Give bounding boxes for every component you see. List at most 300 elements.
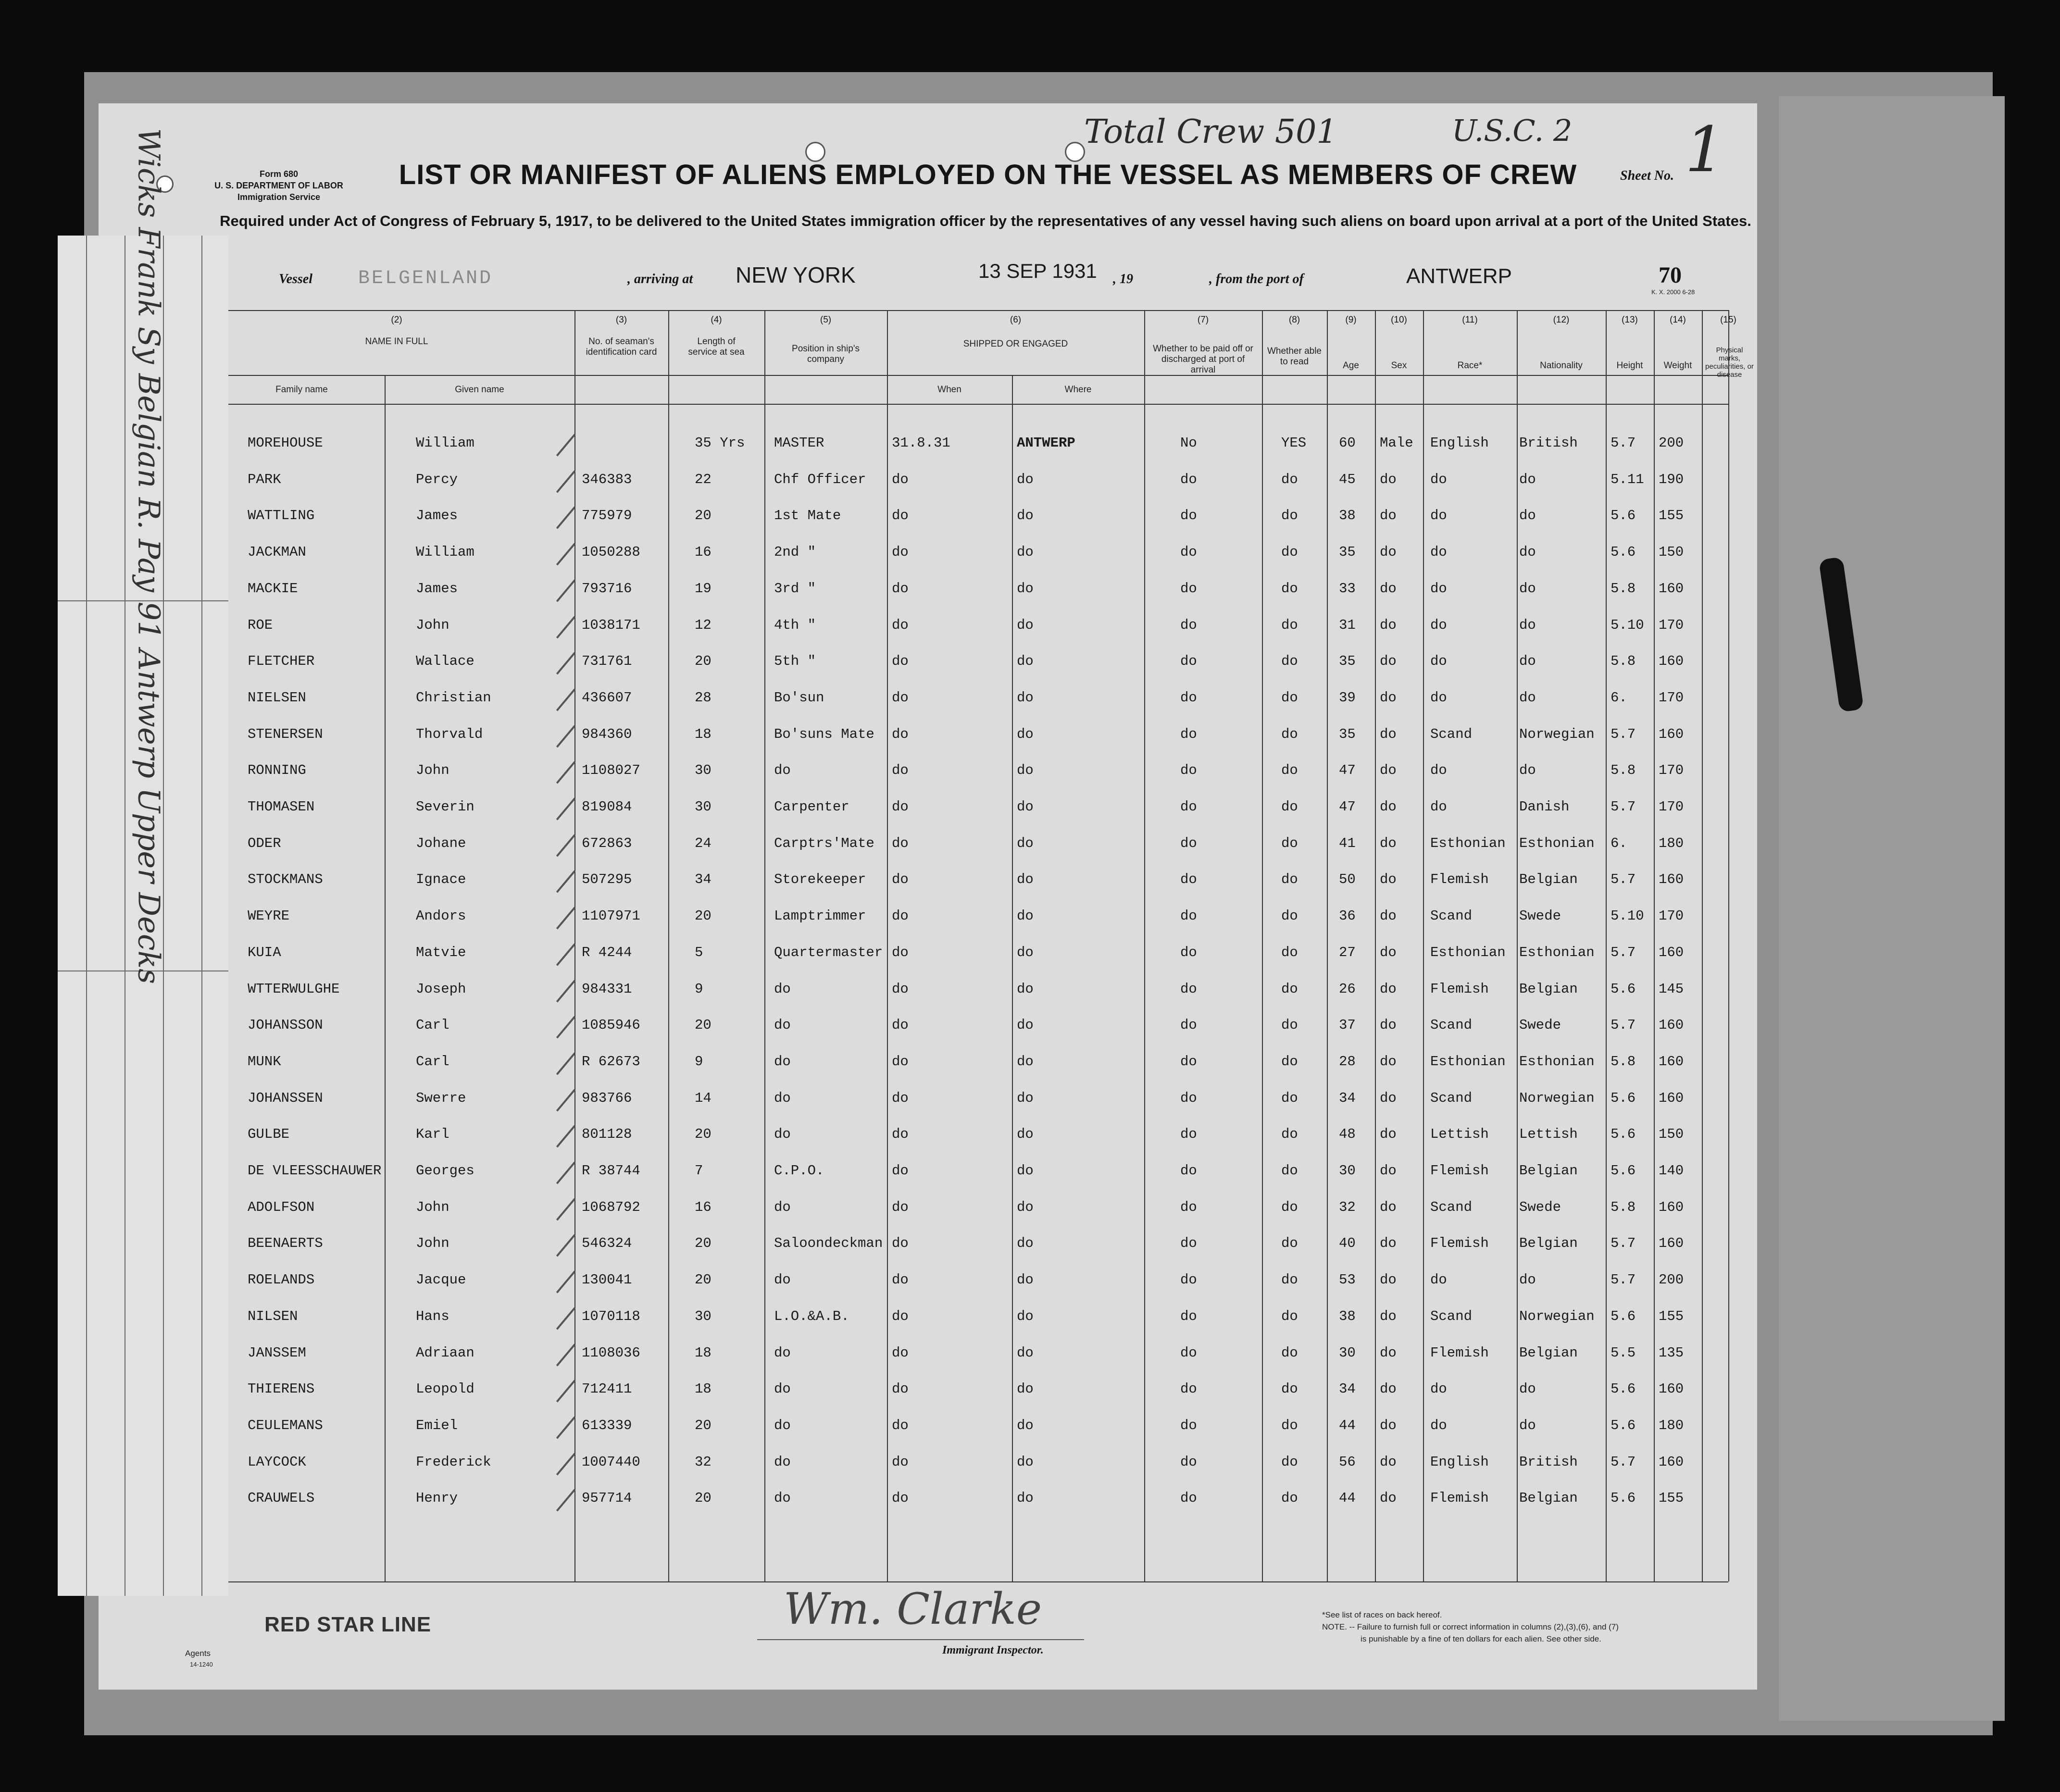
- crew-nationality: Norwegian: [1519, 1308, 1595, 1324]
- crew-service: 18: [695, 1381, 712, 1397]
- crew-given-name: Joseph: [416, 981, 466, 997]
- crew-weight: 160: [1659, 944, 1684, 960]
- crew-able-read: do: [1281, 726, 1298, 742]
- crew-card-number: 1050288: [582, 544, 640, 560]
- crew-height: 5.7: [1611, 1272, 1636, 1288]
- crew-sex: do: [1380, 1053, 1397, 1070]
- crew-card-number: 1007440: [582, 1454, 640, 1470]
- crew-family-name: ROELANDS: [248, 1272, 315, 1288]
- crew-family-name: ADOLFSON: [248, 1199, 315, 1215]
- crew-race: do: [1430, 544, 1447, 560]
- crew-weight: 155: [1659, 508, 1684, 524]
- crew-where: do: [1017, 1272, 1034, 1288]
- crew-height: 5.7: [1611, 435, 1636, 451]
- table-row: [99, 871, 1757, 900]
- footnote-note: NOTE. -- Failure to furnish full or correct information in columns (2),(3),(6), and (7): [1322, 1622, 1619, 1631]
- crew-where: do: [1017, 1017, 1034, 1033]
- crew-nationality: Swede: [1519, 1017, 1561, 1033]
- crew-card-number: 672863: [582, 835, 632, 851]
- crew-family-name: THIERENS: [248, 1381, 315, 1397]
- crew-where: do: [1017, 835, 1034, 851]
- crew-sex: do: [1380, 1344, 1397, 1361]
- crew-position: Lamptrimmer: [774, 908, 866, 924]
- crew-weight: 170: [1659, 799, 1684, 815]
- crew-family-name: THOMASEN: [248, 799, 315, 815]
- crew-nationality: do: [1519, 508, 1536, 524]
- col-num: (12): [1553, 315, 1570, 325]
- crew-when: do: [892, 544, 909, 560]
- crew-able-read: do: [1281, 1126, 1298, 1143]
- rule: [887, 375, 1144, 376]
- crew-card-number: 983766: [582, 1090, 632, 1106]
- crew-when: do: [892, 617, 909, 633]
- crew-paid-off: do: [1180, 1126, 1197, 1143]
- crew-sex: do: [1380, 580, 1397, 597]
- crew-age: 34: [1339, 1090, 1356, 1106]
- crew-age: 28: [1339, 1053, 1356, 1070]
- crew-sex: do: [1380, 799, 1397, 815]
- crew-sex: do: [1380, 726, 1397, 742]
- crew-position: do: [774, 1381, 791, 1397]
- crew-sex: do: [1380, 1090, 1397, 1106]
- crew-given-name: Jacque: [416, 1272, 466, 1288]
- crew-paid-off: do: [1180, 1235, 1197, 1252]
- crew-paid-off: do: [1180, 835, 1197, 851]
- crew-paid-off: do: [1180, 1490, 1197, 1506]
- crew-where: do: [1017, 1490, 1034, 1506]
- crew-weight: 160: [1659, 1090, 1684, 1106]
- crew-given-name: Matvie: [416, 944, 466, 960]
- crew-paid-off: do: [1180, 1454, 1197, 1470]
- crew-when: do: [892, 653, 909, 670]
- vessel-name: BELGENLAND: [358, 268, 493, 289]
- check-mark: [556, 943, 575, 966]
- crew-position: do: [774, 1344, 791, 1361]
- crew-position: Quartermaster: [774, 944, 883, 960]
- crew-position: 3rd ": [774, 580, 816, 597]
- crew-position: do: [774, 1017, 791, 1033]
- crew-able-read: do: [1281, 471, 1298, 487]
- crew-given-name: Christian: [416, 689, 491, 706]
- crew-given-name: James: [416, 580, 458, 597]
- crew-given-name: Severin: [416, 799, 474, 815]
- crew-where: do: [1017, 1126, 1034, 1143]
- crew-age: 48: [1339, 1126, 1356, 1143]
- crew-sex: do: [1380, 1381, 1397, 1397]
- crew-age: 53: [1339, 1272, 1356, 1288]
- crew-height: 5.6: [1611, 1381, 1636, 1397]
- table-row: [99, 1199, 1757, 1228]
- crew-sex: do: [1380, 1417, 1397, 1433]
- crew-weight: 135: [1659, 1344, 1684, 1361]
- crew-nationality: Swede: [1519, 1199, 1561, 1215]
- crew-card-number: R 4244: [582, 944, 632, 960]
- crew-race: English: [1430, 435, 1489, 451]
- total-crew-note: Total Crew 501: [1084, 113, 1337, 151]
- crew-card-number: 1038171: [582, 617, 640, 633]
- crew-paid-off: do: [1180, 1417, 1197, 1433]
- crew-nationality: do: [1519, 689, 1536, 706]
- crew-where: do: [1017, 981, 1034, 997]
- crew-race: do: [1430, 617, 1447, 633]
- crew-weight: 160: [1659, 1454, 1684, 1470]
- crew-given-name: Georges: [416, 1163, 474, 1179]
- crew-height: 5.6: [1611, 1126, 1636, 1143]
- crew-card-number: 436607: [582, 689, 632, 706]
- crew-service: 20: [695, 908, 712, 924]
- col-num: (5): [820, 315, 832, 325]
- crew-race: do: [1430, 1381, 1447, 1397]
- crew-given-name: Leopold: [416, 1381, 474, 1397]
- col-header-name: NAME IN FULL: [365, 336, 428, 347]
- crew-paid-off: do: [1180, 944, 1197, 960]
- crew-family-name: CEULEMANS: [248, 1417, 323, 1433]
- crew-able-read: do: [1281, 944, 1298, 960]
- crew-given-name: Carl: [416, 1017, 449, 1033]
- crew-age: 45: [1339, 471, 1356, 487]
- crew-service: 28: [695, 689, 712, 706]
- crew-nationality: do: [1519, 580, 1536, 597]
- crew-when: do: [892, 1017, 909, 1033]
- year-label: , 19: [1113, 272, 1133, 286]
- crew-nationality: do: [1519, 1381, 1536, 1397]
- table-row: [99, 581, 1757, 610]
- crew-position: do: [774, 1490, 791, 1506]
- table-row: [99, 835, 1757, 864]
- crew-age: 35: [1339, 544, 1356, 560]
- crew-service: 12: [695, 617, 712, 633]
- crew-service: 34: [695, 871, 712, 888]
- arrival-date: 13 SEP 1931: [978, 260, 1097, 282]
- check-mark: [556, 434, 575, 456]
- crew-service: 19: [695, 580, 712, 597]
- crew-height: 5.5: [1611, 1344, 1636, 1361]
- col-num: (9): [1345, 315, 1357, 325]
- col-num: (13): [1622, 315, 1638, 325]
- crew-paid-off: do: [1180, 544, 1197, 560]
- crew-able-read: do: [1281, 1490, 1298, 1506]
- crew-weight: 160: [1659, 580, 1684, 597]
- crew-weight: 160: [1659, 726, 1684, 742]
- crew-nationality: do: [1519, 653, 1536, 670]
- crew-position: C.P.O.: [774, 1163, 824, 1179]
- crew-able-read: do: [1281, 1381, 1298, 1397]
- crew-sex: do: [1380, 471, 1397, 487]
- crew-race: Scand: [1430, 1090, 1473, 1106]
- crew-card-number: 546324: [582, 1235, 632, 1252]
- crew-weight: 160: [1659, 1053, 1684, 1070]
- crew-service: 30: [695, 799, 712, 815]
- crew-family-name: STENERSEN: [248, 726, 323, 742]
- crew-race: do: [1430, 762, 1447, 779]
- crew-age: 30: [1339, 1163, 1356, 1179]
- sheet-number: 1: [1685, 113, 1725, 186]
- crew-able-read: do: [1281, 1308, 1298, 1324]
- crew-card-number: 1068792: [582, 1199, 640, 1215]
- crew-service: 9: [695, 981, 703, 997]
- crew-where: do: [1017, 653, 1034, 670]
- crew-position: do: [774, 1272, 791, 1288]
- crew-nationality: do: [1519, 1417, 1536, 1433]
- crew-given-name: Johane: [416, 835, 466, 851]
- table-row: [99, 1090, 1757, 1119]
- check-mark: [556, 1271, 575, 1294]
- crew-paid-off: do: [1180, 653, 1197, 670]
- crew-paid-off: do: [1180, 689, 1197, 706]
- crew-race: English: [1430, 1454, 1489, 1470]
- crew-where: do: [1017, 1199, 1034, 1215]
- crew-able-read: do: [1281, 1235, 1298, 1252]
- signature-line: [757, 1639, 1084, 1640]
- crew-weight: 155: [1659, 1308, 1684, 1324]
- crew-paid-off: do: [1180, 1381, 1197, 1397]
- crew-service: 18: [695, 726, 712, 742]
- crew-race: Flemish: [1430, 871, 1489, 888]
- crew-sex: do: [1380, 617, 1397, 633]
- col-num: (3): [615, 315, 627, 325]
- crew-able-read: do: [1281, 908, 1298, 924]
- crew-able-read: do: [1281, 1344, 1298, 1361]
- crew-nationality: Belgian: [1519, 871, 1578, 888]
- crew-height: 5.11: [1611, 471, 1644, 487]
- crew-race: Scand: [1430, 908, 1473, 924]
- check-mark: [556, 834, 575, 857]
- col-num: (8): [1288, 315, 1300, 325]
- crew-height: 5.7: [1611, 799, 1636, 815]
- crew-position: MASTER: [774, 435, 824, 451]
- crew-race: Esthonian: [1430, 1053, 1506, 1070]
- crew-race: do: [1430, 653, 1447, 670]
- crew-paid-off: do: [1180, 871, 1197, 888]
- crew-card-number: 793716: [582, 580, 632, 597]
- footnote-races: *See list of races on back hereof.: [1322, 1610, 1442, 1619]
- crew-service: 32: [695, 1454, 712, 1470]
- crew-age: 56: [1339, 1454, 1356, 1470]
- crew-where: do: [1017, 689, 1034, 706]
- crew-age: 30: [1339, 1344, 1356, 1361]
- crew-position: Saloondeckman: [774, 1235, 883, 1252]
- check-mark: [556, 871, 575, 893]
- col-header-nationality: Nationality: [1540, 361, 1583, 371]
- crew-service: 30: [695, 762, 712, 779]
- crew-weight: 170: [1659, 908, 1684, 924]
- crew-sex: do: [1380, 1454, 1397, 1470]
- crew-able-read: do: [1281, 1199, 1298, 1215]
- crew-nationality: do: [1519, 762, 1536, 779]
- check-mark: [556, 579, 575, 602]
- crew-where: do: [1017, 726, 1034, 742]
- crew-weight: 155: [1659, 1490, 1684, 1506]
- crew-family-name: NILSEN: [248, 1308, 298, 1324]
- table-row: [99, 1126, 1757, 1155]
- crew-card-number: 1108036: [582, 1344, 640, 1361]
- table-row: [99, 690, 1757, 719]
- crew-age: 60: [1339, 435, 1356, 451]
- crew-sex: do: [1380, 762, 1397, 779]
- crew-service: 20: [695, 1490, 712, 1506]
- crew-weight: 160: [1659, 1199, 1684, 1215]
- table-row: [99, 945, 1757, 973]
- crew-when: do: [892, 835, 909, 851]
- crew-when: do: [892, 1308, 909, 1324]
- crew-when: do: [892, 508, 909, 524]
- col-num: (14): [1670, 315, 1686, 325]
- crew-able-read: do: [1281, 689, 1298, 706]
- crew-service: 20: [695, 508, 712, 524]
- crew-sex: do: [1380, 508, 1397, 524]
- crew-paid-off: do: [1180, 762, 1197, 779]
- crew-service: 30: [695, 1308, 712, 1324]
- rule: [219, 310, 1728, 311]
- crew-when: do: [892, 580, 909, 597]
- table-row: [99, 1381, 1757, 1410]
- crew-when: do: [892, 1235, 909, 1252]
- crew-weight: 200: [1659, 1272, 1684, 1288]
- crew-height: 5.10: [1611, 617, 1644, 633]
- from-port-label: , from the port of: [1209, 272, 1304, 286]
- crew-service: 20: [695, 1272, 712, 1288]
- form-header: [178, 168, 380, 203]
- crew-nationality: do: [1519, 544, 1536, 560]
- crew-when: do: [892, 871, 909, 888]
- crew-paid-off: do: [1180, 580, 1197, 597]
- crew-family-name: PARK: [248, 471, 281, 487]
- crew-weight: 160: [1659, 1235, 1684, 1252]
- col-header-shipped: SHIPPED OR ENGAGED: [963, 339, 1068, 349]
- arrival-port: NEW YORK: [736, 262, 856, 287]
- col-header-given: Given name: [455, 385, 504, 395]
- table-row: [99, 472, 1757, 500]
- crew-given-name: James: [416, 508, 458, 524]
- col-num: (2): [391, 315, 402, 325]
- crew-when: do: [892, 689, 909, 706]
- crew-given-name: Wallace: [416, 653, 474, 670]
- crew-paid-off: do: [1180, 617, 1197, 633]
- crew-sex: do: [1380, 1163, 1397, 1179]
- crew-family-name: JOHANSSON: [248, 1017, 323, 1033]
- crew-given-name: Adriaan: [416, 1344, 474, 1361]
- col-num: (15): [1720, 315, 1736, 325]
- crew-able-read: YES: [1281, 435, 1307, 451]
- crew-position: Bo'sun: [774, 689, 824, 706]
- crew-position: do: [774, 1053, 791, 1070]
- table-row: [99, 1490, 1757, 1519]
- crew-when: 31.8.31: [892, 435, 950, 451]
- crew-race: Esthonian: [1430, 944, 1506, 960]
- crew-position: do: [774, 1199, 791, 1215]
- col-num: (10): [1391, 315, 1407, 325]
- crew-able-read: do: [1281, 1417, 1298, 1433]
- crew-given-name: John: [416, 1235, 449, 1252]
- crew-card-number: 984360: [582, 726, 632, 742]
- check-mark: [556, 470, 575, 493]
- crew-paid-off: do: [1180, 1199, 1197, 1215]
- col-header-when: When: [937, 385, 961, 395]
- crew-able-read: do: [1281, 617, 1298, 633]
- vessel-label: Vessel: [279, 272, 312, 286]
- check-mark: [556, 1234, 575, 1257]
- crew-service: 20: [695, 1126, 712, 1143]
- col-num: (6): [1010, 315, 1022, 325]
- crew-when: do: [892, 1490, 909, 1506]
- crew-nationality: Norwegian: [1519, 1090, 1595, 1106]
- agents-label: Agents: [185, 1649, 211, 1658]
- crew-height: 5.6: [1611, 1417, 1636, 1433]
- crew-given-name: William: [416, 435, 474, 451]
- table-row: [99, 981, 1757, 1010]
- crew-age: 32: [1339, 1199, 1356, 1215]
- crew-age: 33: [1339, 580, 1356, 597]
- table-row: [99, 617, 1757, 646]
- crew-where: do: [1017, 944, 1034, 960]
- check-mark: [556, 507, 575, 529]
- crew-where: do: [1017, 471, 1034, 487]
- margin-note: Wicks Frank Sy Belgian R. Pay 91 Antwerp Upper Decks: [131, 128, 167, 984]
- table-row: [99, 1235, 1757, 1264]
- crew-nationality: Esthonian: [1519, 1053, 1595, 1070]
- col-num: (7): [1197, 315, 1209, 325]
- crew-given-name: Ignace: [416, 871, 466, 888]
- crew-paid-off: do: [1180, 1053, 1197, 1070]
- crew-given-name: Henry: [416, 1490, 458, 1506]
- crew-nationality: Lettish: [1519, 1126, 1578, 1143]
- crew-service: 7: [695, 1163, 703, 1179]
- crew-race: Lettish: [1430, 1126, 1489, 1143]
- table-row: [99, 762, 1757, 791]
- crew-paid-off: do: [1180, 1017, 1197, 1033]
- crew-height: 5.6: [1611, 1163, 1636, 1179]
- arriving-label: , arriving at: [627, 272, 693, 286]
- crew-when: do: [892, 944, 909, 960]
- crew-height: 6.: [1611, 689, 1627, 706]
- crew-given-name: Swerre: [416, 1090, 466, 1106]
- crew-where: do: [1017, 1381, 1034, 1397]
- crew-age: 31: [1339, 617, 1356, 633]
- crew-family-name: GULBE: [248, 1126, 290, 1143]
- crew-sex: do: [1380, 653, 1397, 670]
- crew-race: Flemish: [1430, 1235, 1489, 1252]
- crew-age: 44: [1339, 1490, 1356, 1506]
- crew-where: ANTWERP: [1017, 435, 1075, 451]
- crew-where: do: [1017, 799, 1034, 815]
- crew-where: do: [1017, 1163, 1034, 1179]
- crew-paid-off: do: [1180, 508, 1197, 524]
- inspector-label: Immigrant Inspector.: [942, 1644, 1044, 1656]
- crew-sex: do: [1380, 1235, 1397, 1252]
- crew-when: do: [892, 726, 909, 742]
- crew-card-number: R 62673: [582, 1053, 640, 1070]
- crew-position: do: [774, 1454, 791, 1470]
- crew-position: 5th ": [774, 653, 816, 670]
- check-mark: [556, 1125, 575, 1148]
- usc-note: U.S.C. 2: [1452, 113, 1573, 148]
- check-mark: [556, 543, 575, 566]
- rule: [219, 1581, 1728, 1582]
- col-num: (11): [1462, 315, 1478, 325]
- crew-height: 5.8: [1611, 1199, 1636, 1215]
- crew-able-read: do: [1281, 762, 1298, 779]
- crew-where: do: [1017, 1417, 1034, 1433]
- crew-weight: 160: [1659, 653, 1684, 670]
- crew-able-read: do: [1281, 544, 1298, 560]
- crew-nationality: do: [1519, 1272, 1536, 1288]
- crew-family-name: LAYCOCK: [248, 1454, 306, 1470]
- crew-age: 35: [1339, 653, 1356, 670]
- crew-given-name: Emiel: [416, 1417, 458, 1433]
- crew-height: 5.7: [1611, 726, 1636, 742]
- crew-family-name: RONNING: [248, 762, 306, 779]
- crew-nationality: Belgian: [1519, 981, 1578, 997]
